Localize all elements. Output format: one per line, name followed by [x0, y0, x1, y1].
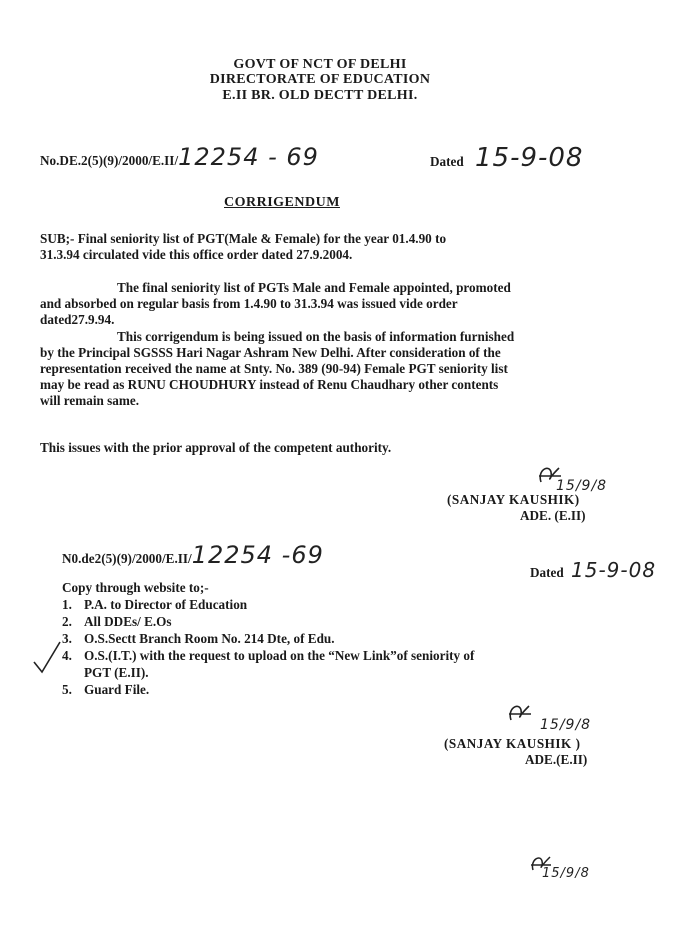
- copy-list-item: [62, 614, 172, 630]
- footer-initial-date: 15/9/8: [542, 866, 590, 881]
- copy-list-item: [62, 648, 474, 664]
- copy-reference-prefix: N0.de2(5)(9)/2000/E.II/: [62, 551, 192, 566]
- paragraph-2-line-1: This corrigendum is being issued on the basis of information furnished: [117, 329, 515, 344]
- subject-line-2: 31.3.94 circulated vide this office order dated 27.9.2004.: [40, 247, 353, 262]
- signature-1-designation: ADE. (E.II): [520, 508, 586, 523]
- signature-2-designation: ADE.(E.II): [525, 752, 588, 767]
- header-line-1: GOVT OF NCT OF DELHI: [233, 57, 407, 72]
- paragraph-2-line-3: representation received the name at Snty. No. 389 (90-94) Female PGT seniority list: [40, 361, 508, 376]
- copy-reference-number: [62, 541, 324, 569]
- copy-list-number: 1.: [62, 597, 72, 612]
- copy-list-number: 2.: [62, 614, 72, 629]
- reference-dated-label: Dated: [430, 154, 464, 169]
- signature-scribble-icon: [505, 700, 535, 724]
- reference-date-handwritten: 15-9-08: [475, 143, 584, 173]
- copy-list-text: Guard File.: [84, 682, 150, 697]
- copy-list-number: 3.: [62, 631, 72, 646]
- reference-date: [430, 143, 583, 173]
- reference-number-handwritten: 12254 - 69: [178, 143, 319, 171]
- copy-date-handwritten: 15-9-08: [571, 558, 657, 582]
- copy-list-item: [62, 597, 247, 613]
- copy-list-text: All DDEs/ E.Os: [84, 614, 172, 629]
- approval-note: This issues with the prior approval of the competent authority.: [40, 440, 392, 455]
- copy-reference-date: [530, 558, 656, 582]
- paragraph-2-line-5: will remain same.: [40, 393, 140, 408]
- copy-list-number: 5.: [62, 682, 72, 697]
- signature-1-initial-date: 15/9/8: [556, 478, 608, 494]
- copy-reference-handwritten: 12254 -69: [191, 541, 324, 569]
- header-line-2: DIRECTORATE OF EDUCATION: [209, 72, 431, 87]
- checkmark-icon: [32, 640, 62, 676]
- reference-number: [40, 143, 319, 171]
- copy-list-text: O.S.(I.T.) with the request to upload on the “New Link”of seniority of: [84, 648, 475, 663]
- tick-mark: [32, 640, 62, 680]
- signature-2-initial-date: 15/9/8: [540, 717, 592, 733]
- copy-intro: Copy through website to;-: [62, 580, 209, 595]
- paragraph-1-line-1: The final seniority list of PGTs Male and Female appointed, promoted: [117, 280, 511, 295]
- paragraph-2-line-2: by the Principal SGSSS Hari Nagar Ashram New Delhi. After consideration of the: [40, 345, 501, 360]
- copy-list-text: P.A. to Director of Education: [84, 597, 248, 612]
- paragraph-2-line-4: may be read as RUNU CHOUDHURY instead of Renu Chaudhary other contents: [40, 377, 499, 392]
- reference-number-prefix: No.DE.2(5)(9)/2000/E.II/: [40, 153, 179, 168]
- copy-dated-label: Dated: [530, 565, 564, 580]
- signature-2-name: (SANJAY KAUSHIK ): [444, 736, 581, 751]
- header-line-3: E.II BR. OLD DECTT DELHI.: [222, 88, 418, 103]
- copy-list-text: O.S.Sectt Branch Room No. 214 Dte, of Edu.: [84, 631, 335, 646]
- paragraph-1-line-3: dated27.9.94.: [40, 312, 115, 327]
- signature-2-mark: [505, 700, 535, 728]
- paragraph-1-line-2: and absorbed on regular basis from 1.4.90 to 31.3.94 was issued vide order: [40, 296, 458, 311]
- copy-list-item-continued: [62, 665, 149, 681]
- copy-list-item: [62, 682, 149, 698]
- document-title: CORRIGENDUM: [224, 195, 340, 210]
- copy-list-item: [62, 631, 335, 647]
- signature-1-name: (SANJAY KAUSHIK): [447, 492, 580, 507]
- subject-line-1: SUB;- Final seniority list of PGT(Male & Female) for the year 01.4.90 to: [40, 231, 447, 246]
- copy-list-text: PGT (E.II).: [84, 665, 149, 680]
- copy-list-number: 4.: [62, 648, 72, 663]
